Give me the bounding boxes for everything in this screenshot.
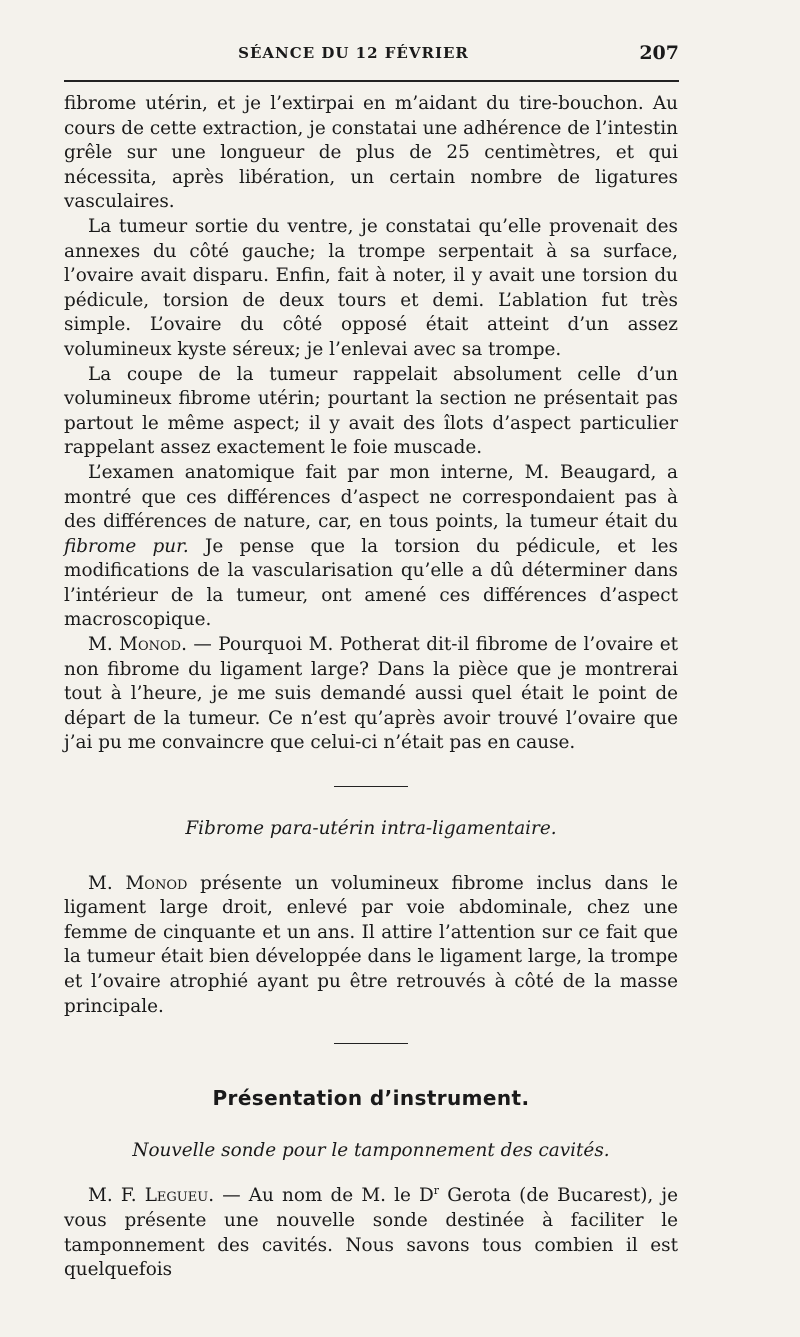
speaker-name: Legueu — [144, 1185, 209, 1207]
superscript: r — [433, 1184, 440, 1198]
text-run: . — Au nom de M. le D — [208, 1185, 434, 1207]
speaker-prefix: M. — [88, 634, 120, 656]
paragraph: La coupe de la tumeur rappelait absolument celle d’un volumineux fibrome utérin; pourtant la section ne présentait pas partout le même aspect; il y avait des îlots d’aspect particulier rappelant assez exactement le foie muscade. — [64, 363, 678, 459]
paragraph — [64, 461, 678, 633]
subheading: Nouvelle sonde pour le tamponnement des cavités. — [132, 1139, 610, 1161]
text-run: L’examen anatomique fait par mon interne, M. Beaugard, a montré que ces différences d’aspect ne correspondaient pas à des différences de nature, car, en tous points, la tumeur était du — [64, 461, 678, 533]
speaker-prefix: M. F. — [88, 1185, 145, 1207]
speaker-prefix: M. — [88, 872, 126, 894]
body-text — [64, 92, 678, 1283]
separator-rule — [334, 1043, 408, 1044]
paragraph — [64, 1179, 678, 1283]
speaker-name: Monod — [119, 634, 182, 656]
paragraph: fibrome utérin, et je l’extirpai en m’aidant du tire-bouchon. Au cours de cette extraction, je constatai une adhérence de l’intestin grêle sur une longueur de plus de 25 centimètres, et qui nécessita, après libération, un certain nombre de ligatures vasculaires. — [64, 93, 678, 213]
page-number: 207 — [639, 42, 679, 64]
running-title: SÉANCE DU 12 FÉVRIER — [238, 44, 469, 62]
speaker-name: Monod — [125, 872, 188, 894]
text-run: . — Pourquoi M. Potherat dit-il fibrome de l’ovaire et non fibrome du ligament large? Dans la pièce que je montrerai tout à l’heure, je me suis demandé aussi quel était le point de départ de la tumeur. Ce n’est qu’après avoir trouvé l’ovaire que j’ai pu me convaincre que celui-ci n’était pas en cause. — [64, 634, 678, 754]
text-run: présente un volumineux fibrome inclus dans le ligament large droit, enlevé par voie abdominale, chez une femme de cinquante et un ans. Il attire l’attention sur ce fait que la tumeur était bien développée dans le ligament large, la trompe et l’ovaire atrophié ayant pu être retrouvés à côté de la masse principale. — [64, 872, 678, 1017]
running-head — [64, 44, 679, 70]
paragraph — [64, 633, 678, 756]
section-title: Présentation d’instrument. — [212, 1086, 530, 1111]
text-run: Je pense que la torsion du pédicule, et les modifications de la vascularisation qu’elle a dû déterminer dans l’intérieur de la tumeur, ont amené ces différences d’aspect macroscopique. — [64, 535, 678, 631]
paragraph: La tumeur sortie du ventre, je constatai qu’elle provenait des annexes du côté gauche; la trompe serpentait à sa surface, l’ovaire avait disparu. Enfin, fait à noter, il y avait une torsion du pédicule, torsion de deux tours et demi. L’ablation fut très simple. L’ovaire du côté opposé était atteint d’un assez volumineux kyste séreux; je l’enlevai avec sa trompe. — [64, 215, 678, 360]
italic-text: fibrome pur. — [64, 535, 189, 557]
header-rule — [64, 80, 679, 82]
paragraph — [64, 872, 678, 1020]
text-run: Gerota (de Bucarest), je vous présente une nouvelle sonde destinée à faciliter le tamponnement des cavités. Nous savons tous combien il est quelquefois — [64, 1185, 678, 1281]
separator-rule — [334, 786, 408, 787]
subheading: Fibrome para-utérin intra-ligamentaire. — [185, 818, 557, 840]
